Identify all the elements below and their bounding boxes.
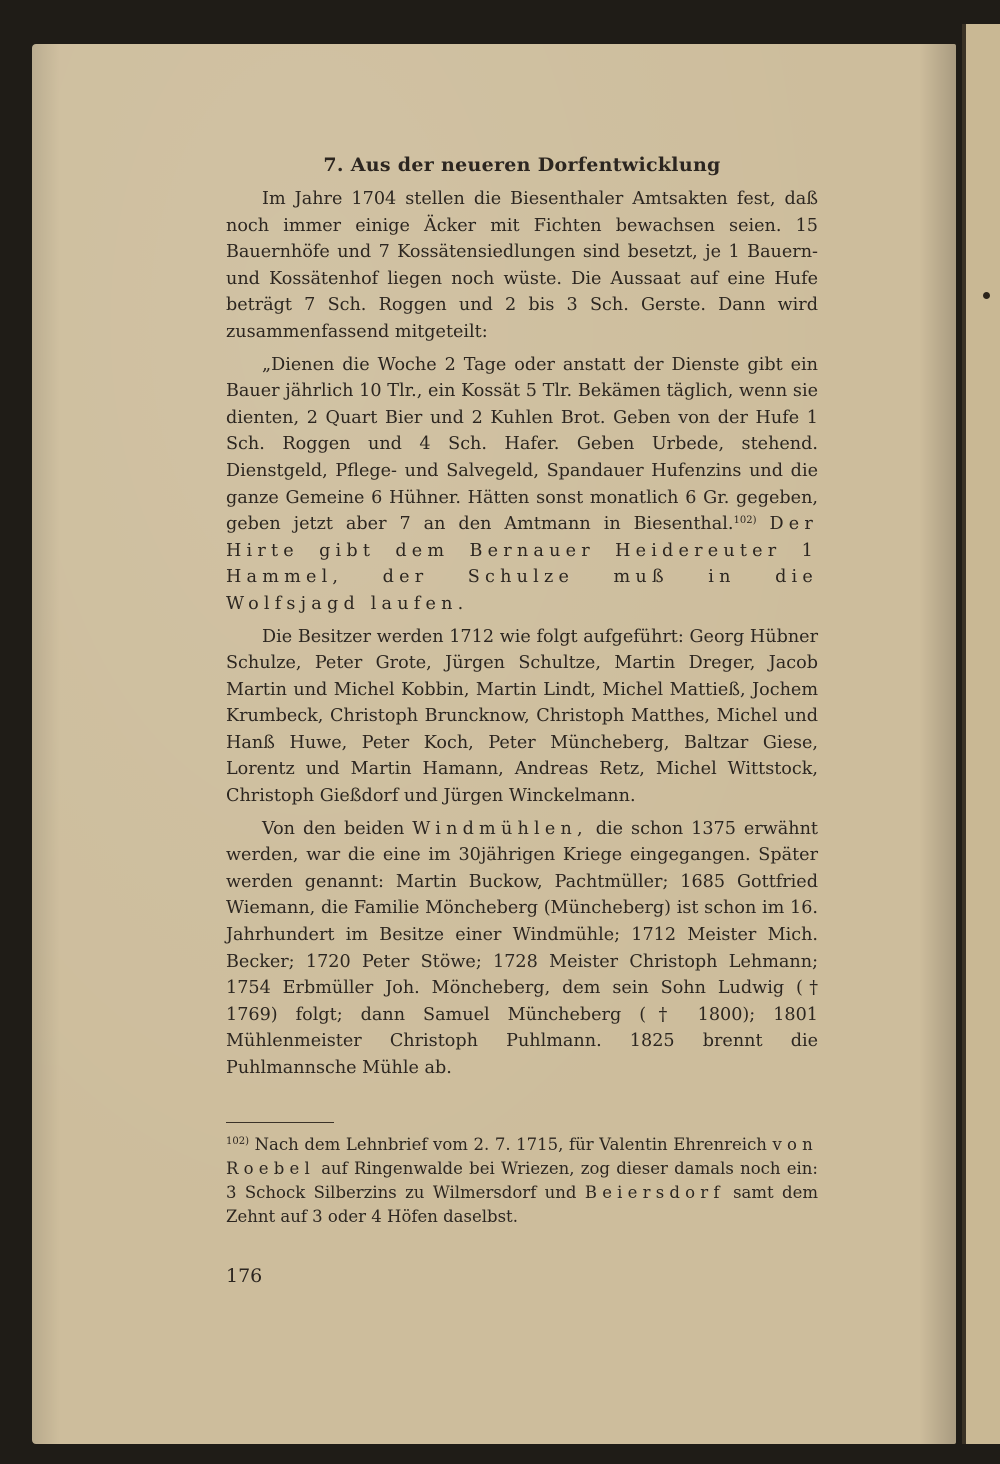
windmuehlen-text: die schon 1375 erwähnt werden, war die eine im 30jährigen Kriege eingegangen. Später werden genannt: Martin Buckow, Pachtmüller; 1685 Gottfried Wiemann, die Familie Möncheberg (Müncheberg) ist schon im 16. Jahrhundert im Besitze einer Windmühle; 1712 Meister Mich. Becker; 1720 Peter Stöwe; 1728 Meister Christoph Lehmann; 1754 Erbmüller Joh. Möncheberg, dem sein Sohn Ludwig († 1769) folgt; dann Samuel Müncheberg († 1800); 1801 Mühlenmeister Christoph Puhlmann. 1825 brennt die Puhlmannsche Mühle ab. [226, 818, 819, 1078]
text-column [226, 98, 818, 1287]
windmuehlen-intro: Von den beiden [262, 818, 405, 839]
footnote-102 [226, 1133, 818, 1229]
footnote-marker: 102) [226, 1135, 249, 1147]
paragraph-dienste-quote [226, 352, 818, 618]
paragraph-windmuehlen [226, 816, 818, 1082]
footnote-spaced-beiersdorf: Beiersdorf [584, 1182, 725, 1202]
footnote-text-a: Nach dem Lehnbrief vom 2. 7. 1715, für Valentin Ehrenreich [254, 1134, 767, 1154]
paragraph-besitzer-1712: Die Besitzer werden 1712 wie folgt aufgeführt: Georg Hübner Schulze, Peter Grote, Jürgen Schultze, Martin Dreger, Jacob Martin und Michel Kobbin, Martin Lindt, Michel Mattieß, Jochem Krumbeck, Christoph Bruncknow, Christoph Matthes, Michel und Hanß Huwe, Peter Koch, Peter Müncheberg, Baltzar Giese, Lorentz und Martin Hamann, Andreas Retz, Michel Wittstock, Christoph Gießdorf und Jürgen Winckelmann. [226, 626, 818, 807]
book-page [32, 44, 956, 1444]
page-number: 176 [226, 1264, 263, 1287]
adjacent-page-edge [962, 24, 1000, 1444]
windmuehlen-emphasis: Windmühlen, [412, 818, 588, 839]
footnote-spaced-roebel: von Roebel [226, 1134, 819, 1178]
footnote-reference: 102) [733, 515, 757, 527]
ink-spot [983, 292, 990, 299]
quote-text: „Dienen die Woche 2 Tage oder anstatt der Dienste gibt ein Bauer jährlich 10 Tlr., ein Kossät 5 Tlr. Bekämen täglich, wenn sie dienten, 2 Quart Bier und 2 Kuhlen Brot. Geben von der Hufe 1 Sch. Roggen und 4 Sch. Hafer. Geben Urbede, stehend. Dienstgeld, Pflege- und Salvegeld, Spandauer Hufenzins und die ganze Gemeine 6 Hühner. Hätten sonst monatlich 6 Gr. gegeben, geben jetzt aber 7 an den Amtmann in Biesenthal. [226, 354, 818, 535]
footnote-text-c: samt dem Zehnt auf 3 oder 4 Höfen daselbst. [226, 1182, 818, 1226]
footnote-divider [226, 1122, 334, 1123]
section-heading: 7. Aus der neueren Dorfentwicklung [323, 154, 721, 176]
footnote-text-b: auf Ringenwalde bei Wriezen, zog dieser damals noch ein: 3 Schock Silberzins zu Wilmersdorf und [226, 1158, 818, 1202]
spaced-emphasis-text: Der Hirte gibt dem Bernauer Heidereuter 1 Hammel, der Schulze muß in die Wolfsjagd laufen. [226, 514, 818, 614]
paragraph-amtsakten: Im Jahre 1704 stellen die Biesenthaler Amtsakten fest, daß noch immer einige Äcker mit Fichten bewachsen seien. 15 Bauernhöfe und 7 Kossätensiedlungen sind besetzt, je 1 Bauern- und Kossätenhof liegen noch wüste. Die Aussaat auf eine Hufe beträgt 7 Sch. Roggen und 2 bis 3 Sch. Gerste. Dann wird zusammenfassend mitgeteilt: [226, 189, 818, 342]
